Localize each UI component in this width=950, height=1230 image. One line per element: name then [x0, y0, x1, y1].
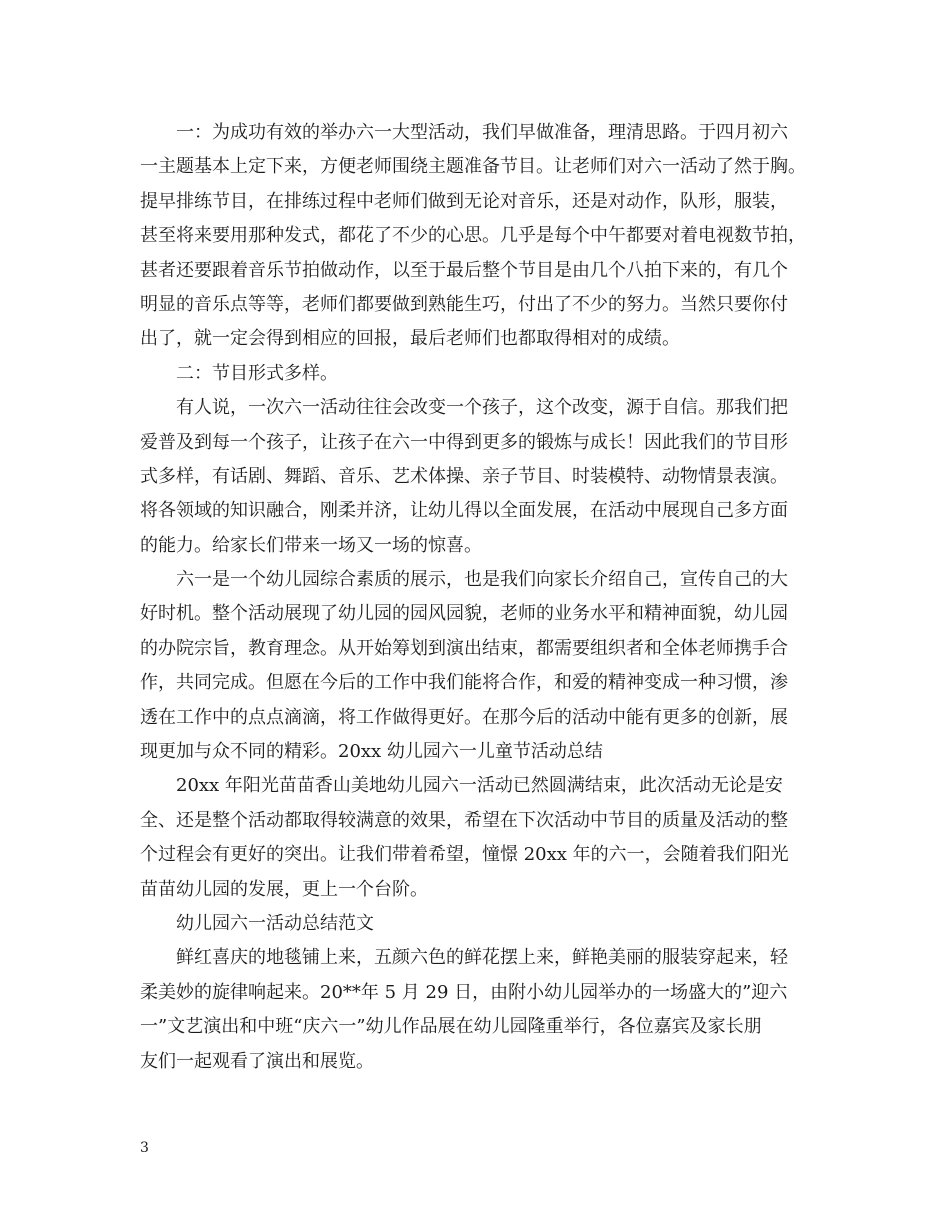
text-line: 鲜红喜庆的地毯铺上来，五颜六色的鲜花摆上来，鲜艳美丽的服装穿起来，轻 — [176, 947, 788, 969]
text-line: 出了，就一定会得到相应的回报，最后老师们也都取得相对的成绩。 — [140, 328, 680, 350]
text-line: 作，共同完成。但愿在今后的工作中我们能将合作，和爱的精神变成一种习惯，渗 — [140, 672, 788, 694]
text-line: 有人说，一次六一活动往往会改变一个孩子，这个改变，源于自信。那我们把 — [176, 397, 788, 419]
text-line: 柔美妙的旋律响起来。20**年 5 月 29 日，由附小幼儿园举办的一场盛大的”迎六 — [140, 981, 788, 1003]
text-line: 六一是一个幼儿园综合素质的展示，也是我们向家长介绍自己，宣传自己的大 — [176, 569, 788, 591]
text-line: 20xx 年阳光苗苗香山美地幼儿园六一活动已然圆满结束，此次活动无论是安 — [176, 775, 783, 797]
text-line: 透在工作中的点点滴滴，将工作做得更好。在那今后的活动中能有更多的创新，展 — [140, 706, 788, 728]
text-line: 甚至将来要用那种发式，都花了不少的心思。几乎是每个中午都要对着电视数节拍， — [140, 225, 806, 247]
text-line: 苗苗幼儿园的发展，更上一个台阶。 — [140, 878, 428, 900]
text-line: 一主题基本上定下来，方便老师围绕主题准备节目。让老师们对六一活动了然于胸。 — [140, 156, 806, 178]
text-line: 爱普及到每一个孩子，让孩子在六一中得到更多的锻炼与成长！因此我们的节目形 — [140, 431, 788, 453]
text-line: 现更加与众不同的精彩。20xx 幼儿园六一儿童节活动总结 — [140, 741, 603, 763]
body-text — [140, 116, 816, 1079]
text-line: 提早排练节目，在排练过程中老师们做到无论对音乐，还是对动作，队形，服装， — [140, 190, 788, 212]
text-line: 的办院宗旨，教育理念。从开始筹划到演出结束，都需要组织者和全体老师携手合 — [140, 637, 788, 659]
text-line: 二：节目形式多样。 — [176, 362, 338, 384]
text-line: 幼儿园六一活动总结范文 — [176, 912, 374, 934]
text-line: 一：为成功有效的举办六一大型活动，我们早做准备，理清思路。于四月初六 — [176, 122, 788, 143]
text-line: 一”文艺演出和中班“庆六一”幼儿作品展在幼儿园隆重举行，各位嘉宾及家长朋 — [140, 1016, 762, 1038]
text-line: 好时机。整个活动展现了幼儿园的园风园貌，老师的业务水平和精神面貌，幼儿园 — [140, 603, 788, 625]
text-line: 式多样，有话剧、舞蹈、音乐、艺术体操、亲子节目、时装模特、动物情景表演。 — [140, 465, 788, 487]
text-line: 个过程会有更好的突出。让我们带着希望，憧憬 20xx 年的六一，会随着我们阳光 — [140, 844, 789, 866]
text-line: 甚者还要跟着音乐节拍做动作，以至于最后整个节目是由几个八拍下来的，有几个 — [140, 259, 788, 281]
text-line: 全、还是整个活动都取得较满意的效果，希望在下次活动中节目的质量及活动的整 — [140, 809, 788, 831]
page-number: 3 — [140, 1140, 149, 1156]
text-line: 的能力。给家长们带来一场又一场的惊喜。 — [140, 534, 482, 556]
text-line: 友们一起观看了演出和展览。 — [140, 1050, 374, 1072]
text-line: 将各领域的知识融合，刚柔并济，让幼儿得以全面发展，在活动中展现自己多方面 — [140, 500, 788, 522]
text-line: 明显的音乐点等等，老师们都要做到熟能生巧，付出了不少的努力。当然只要你付 — [140, 293, 788, 315]
